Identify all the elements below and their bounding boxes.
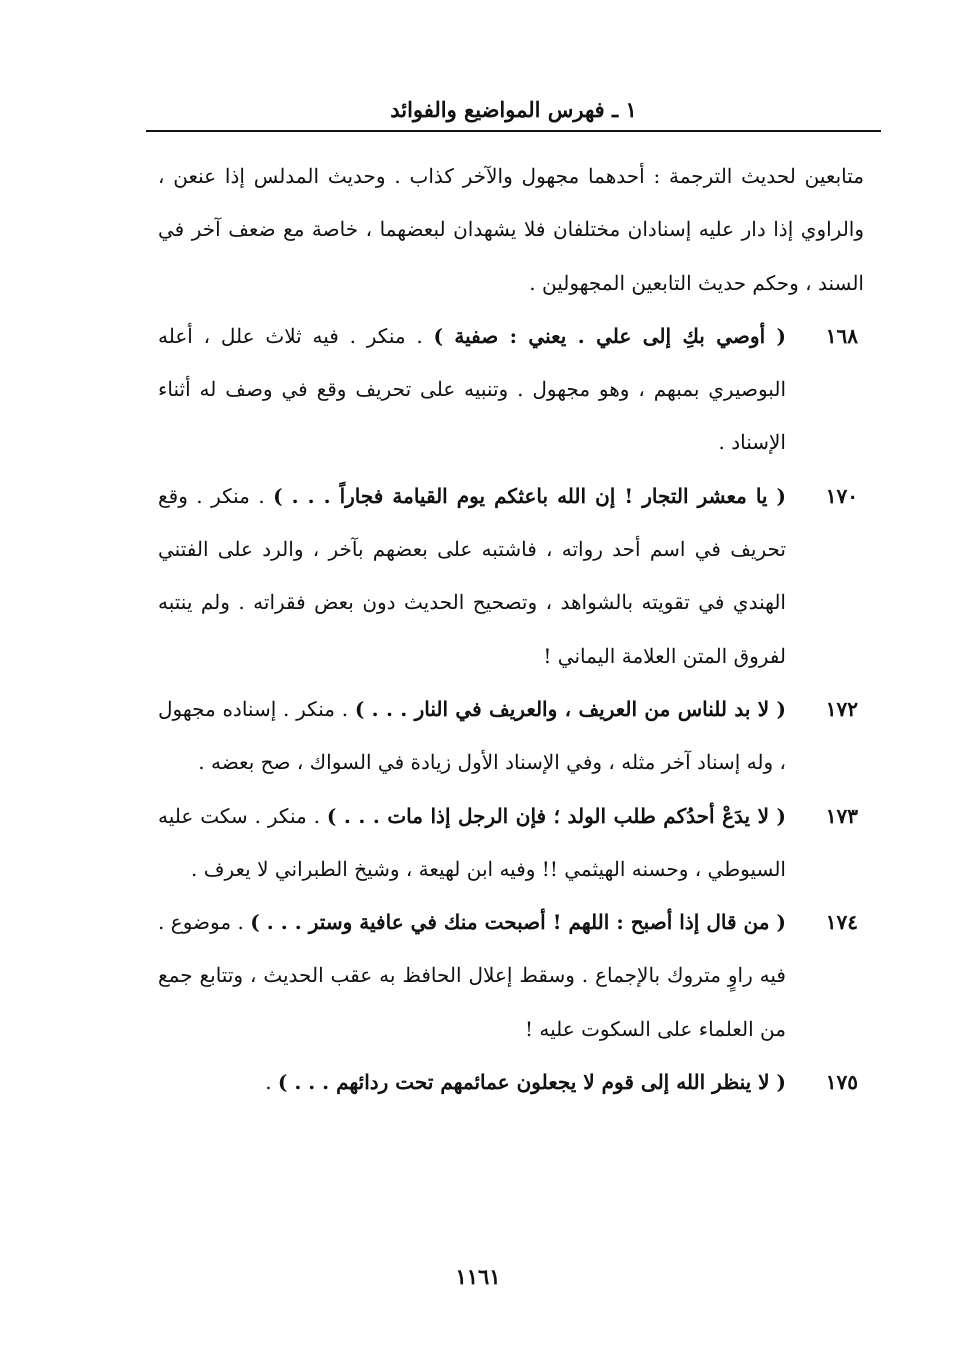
entry-text [158,790,786,897]
entry-heading: ( لا يدَعْ أحدُكم طلب الولد ؛ فإن الرجل إذا مات . . . ) [326,803,786,828]
page-number: ١١٦١ [455,1264,501,1289]
entry-number: ١٦٨ [825,323,858,348]
entry-text [158,470,786,683]
index-entry [158,683,864,790]
entry-text [158,310,786,470]
entry-heading: ( يا معشر التجار ! إن الله باعثكم يوم القيامة فجاراً . . . ) [273,483,786,508]
entry-text [158,896,786,1056]
entry-heading: ( لا ينظر الله إلى قوم لا يجعلون عمائمهم تحت ردائهم . . . ) [277,1070,786,1095]
entry-commentary: . منكر . فيه ثلاث علل ، أعله البوصيري بمبهم ، وهو مجهول . وتنبيه على تحريف وقع في وصف له أثناء الإسناد . [158,323,786,455]
entry-commentary: . منكر . سكت عليه السيوطي ، وحسنه الهيثمي !! وفيه ابن لهيعة ، وشيخ الطبراني لا يعرف . [158,803,786,881]
entry-commentary: . منكر . إسناده مجهول ، وله إسناد آخر مثله ، وفي الإسناد الأول زيادة في السواك ، صح بعضه . [158,696,786,775]
entry-number: ١٧٠ [825,483,858,508]
page-header-title: ١ ـ فهرس المواضيع والفوائد [390,97,637,122]
index-entry [158,790,864,897]
entry-commentary: . [265,1070,278,1095]
entry-number: ١٧٥ [825,1070,858,1095]
entry-heading: ( من قال إذا أصبح : اللهم ! أصبحت منك في عافية وستر . . . ) [250,910,786,935]
entry-commentary: . منكر . وقع تحريف في اسم أحد رواته ، فاشتبه على بعضهم بآخر ، والرد على الفتني الهندي في تقويته بالشواهد ، وتصحيح الحديث دون بعض فقراته . ولم ينتبه لفروق المتن العلامة اليماني ! [158,483,786,668]
entry-text [158,1056,786,1109]
entry-number: ١٧٣ [825,803,858,828]
entry-number: ١٧٤ [825,910,858,935]
entry-heading: ( لا بد للناس من العريف ، والعريف في النار . . . ) [354,696,786,721]
index-body [158,150,864,1109]
continuation-paragraph: متابعين لحديث الترجمة : أحدهما مجهول والآخر كذاب . وحديث المدلس إذا عنعن ، والراوي إذا دار عليه إسنادان مختلفان فلا يشهدان لبعضهما ، خاصة مع ضعف آخر في السند ، وحكم حديث التابعين المجهولين . [158,164,864,295]
entry-text [158,683,786,790]
header-divider [146,130,881,132]
index-entry [158,470,864,683]
entry-heading: ( أوصي بكِ إلى علي . يعني : صفية ) [433,323,786,348]
entry-number: ١٧٢ [825,696,858,721]
index-entry [158,310,864,470]
index-entry [158,896,864,1056]
index-entry [158,1056,864,1109]
entry-commentary: . موضوع . فيه راوٍ متروك بالإجماع . وسقط إعلال الحافظ به عقب الحديث ، وتتابع جمع من العلماء على السكوت عليه ! [158,910,786,1041]
